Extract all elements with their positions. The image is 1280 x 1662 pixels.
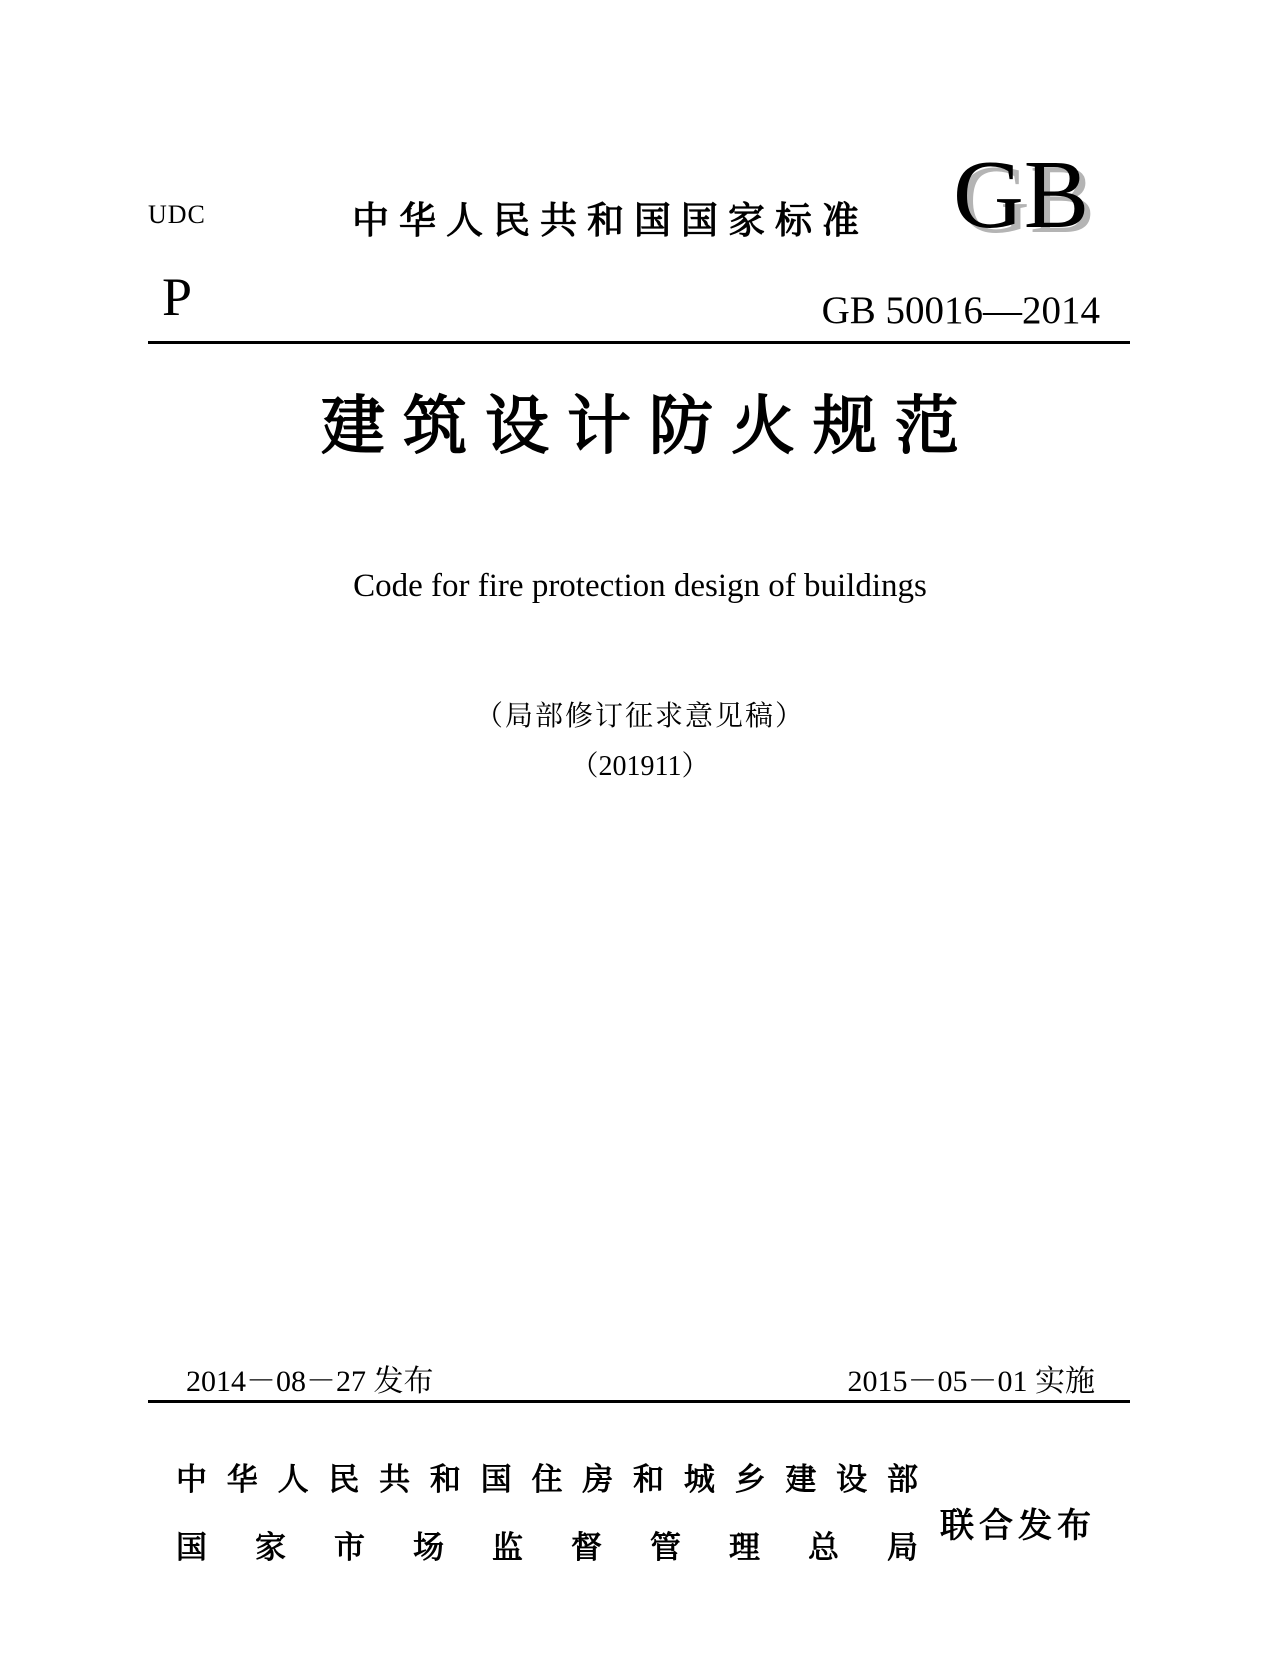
issue-date: 2014－08－27 发布 <box>186 1365 434 1398</box>
footer-divider-rule <box>148 1400 1130 1403</box>
revision-draft-code: （201911） <box>570 751 710 782</box>
national-standard-caption: 中华人民共和国国家标准 <box>352 200 869 241</box>
main-title-english: Code for fire protection design of buildings <box>353 568 927 604</box>
udc-label: UDC <box>148 200 206 229</box>
gb-logo: GB <box>953 141 1090 249</box>
implementation-date: 2015－05－01 实施 <box>847 1365 1095 1398</box>
joint-publish-label: 联合发布 <box>940 1507 1096 1545</box>
classification-code: P <box>162 267 193 327</box>
revision-note: （局部修订征求意见稿） <box>474 701 805 732</box>
standard-number: GB 50016—2014 <box>821 289 1100 332</box>
header-divider-rule <box>148 341 1130 344</box>
issuer-administration-line: 国 家 市 场 监 督 管 理 总 局 <box>176 1530 918 1565</box>
main-title-chinese: 建筑设计防火规范 <box>321 391 977 462</box>
issuer-ministry-line: 中 华 人 民 共 和 国 住 房 和 城 乡 建 设 部 <box>176 1462 918 1497</box>
